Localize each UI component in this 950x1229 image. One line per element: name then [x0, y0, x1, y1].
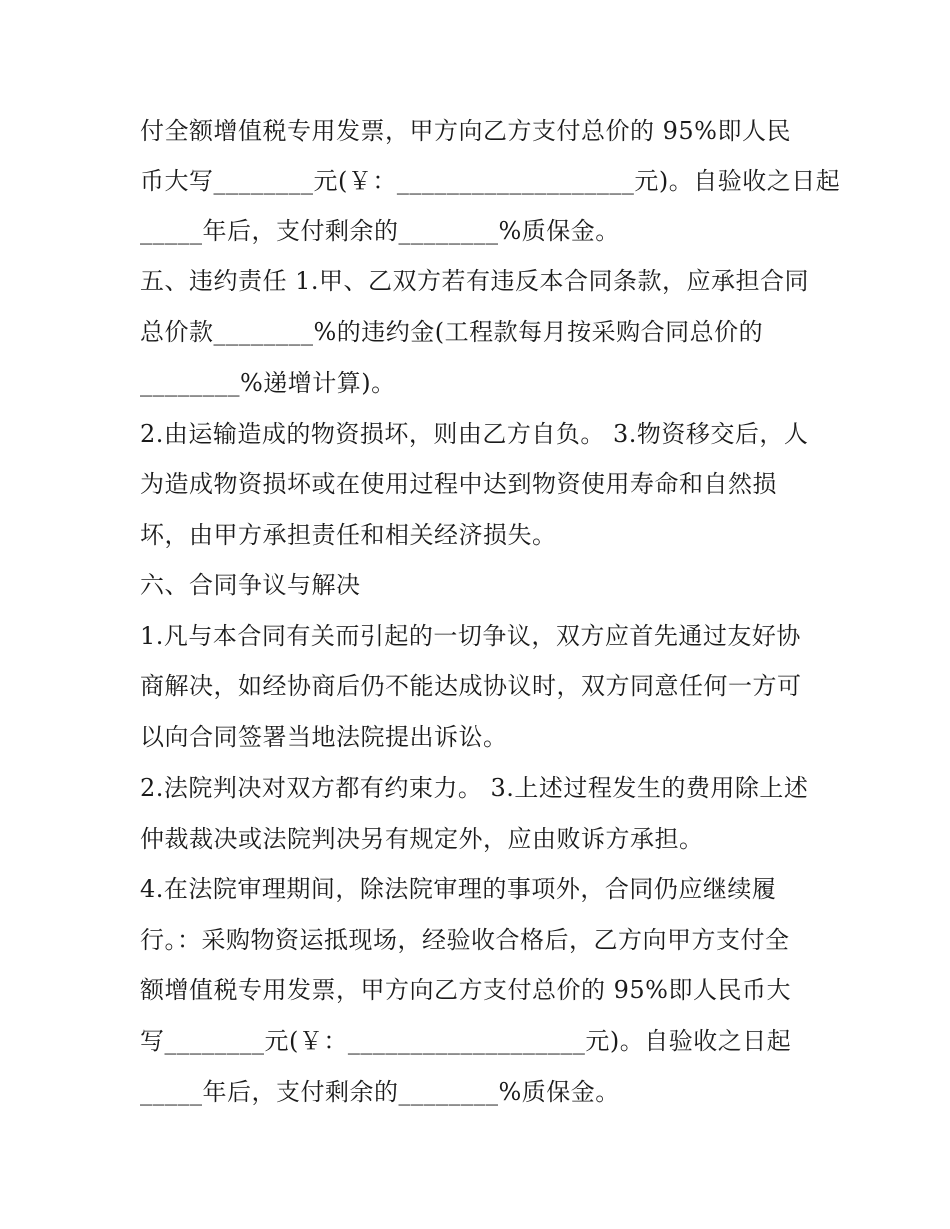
- text-line: 2.由运输造成的物资损坏，则由乙方自负。 3.物资移交后，人: [140, 420, 809, 448]
- text-line: 五、违约责任 1.甲、乙双方若有违反本合同条款，应承担合同: [140, 267, 810, 295]
- text-line: 行。：采购物资运抵现场，经验收合格后，乙方向甲方支付全: [140, 926, 790, 954]
- text-line: 额增值税专用发票，甲方向乙方支付总价的 95%即人民币大: [140, 976, 791, 1004]
- text-line: 1.凡与本合同有关而引起的一切争议，双方应首先通过友好协: [140, 622, 801, 650]
- text-line: _____年后，支付剩余的________%质保金。: [140, 217, 620, 245]
- text-line: 币大写________元(￥：___________________元)。自验收之日起: [140, 167, 841, 195]
- text-line: _____年后，支付剩余的________%质保金。: [140, 1078, 620, 1106]
- text-line: 以向合同签署当地法院提出诉讼。: [140, 723, 508, 751]
- text-line: 4.在法院审理期间，除法院审理的事项外，合同仍应继续履: [140, 875, 777, 903]
- text-line: 付全额增值税专用发票，甲方向乙方支付总价的 95%即人民: [140, 117, 791, 145]
- text-line: 为造成物资损坏或在使用过程中达到物资使用寿命和自然损: [140, 470, 777, 498]
- text-line: 写________元(￥：___________________元)。自验收之日起: [140, 1027, 792, 1055]
- text-line: ________%递增计算)。: [140, 369, 396, 397]
- text-line: 商解决，如经协商后仍不能达成协议时，双方同意任何一方可: [140, 672, 802, 700]
- section-heading: 六、合同争议与解决: [140, 571, 361, 599]
- text-line: 2.法院判决对双方都有约束力。 3.上述过程发生的费用除上述: [140, 774, 809, 802]
- text-line: 仲裁裁决或法院判决另有规定外，应由败诉方承担。: [140, 825, 704, 853]
- text-line: 总价款________%的违约金(工程款每月按采购合同总价的: [140, 318, 764, 346]
- text-line: 坏，由甲方承担责任和相关经济损失。: [140, 521, 557, 549]
